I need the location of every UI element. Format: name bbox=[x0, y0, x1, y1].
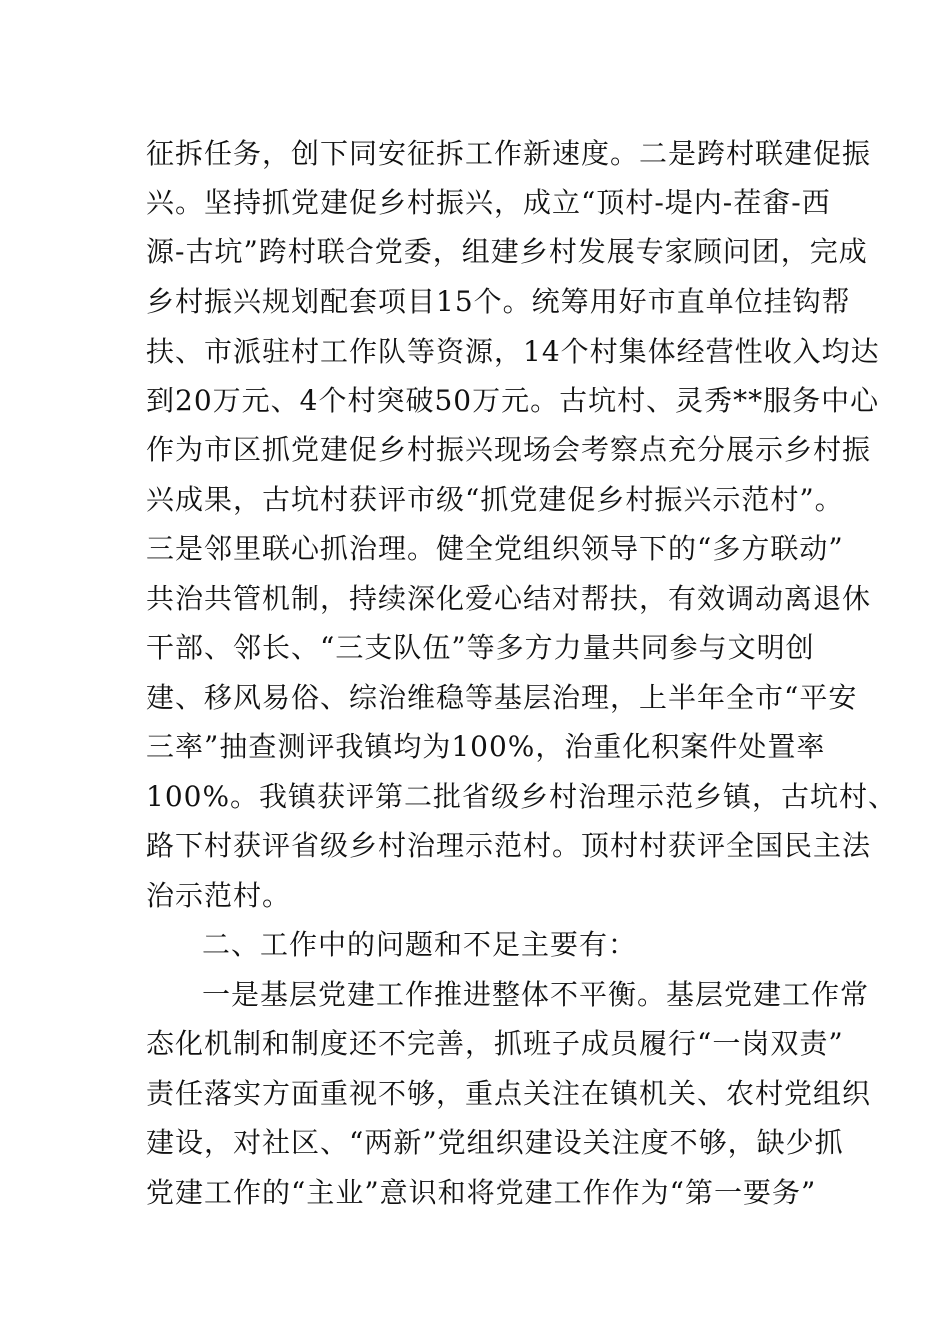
text-line-20: 责任落实方面重视不够，重点关注在镇机关、农村党组织 bbox=[146, 1077, 872, 1110]
section-heading: 二、工作中的问题和不足主要有： bbox=[202, 928, 638, 961]
text-line-22: 党建工作的“主业”意识和将党建工作作为“第一要务” bbox=[146, 1176, 817, 1209]
text-line-8: 兴成果，古坑村获评市级“抓党建促乡村振兴示范村”。 bbox=[146, 483, 844, 516]
text-line-16: 治示范村。 bbox=[146, 879, 292, 912]
text-line-7: 作为市区抓党建促乡村振兴现场会考察点充分展示乡村振 bbox=[146, 433, 872, 466]
text-line-19: 态化机制和制度还不完善，抓班子成员履行“一岗双责” bbox=[146, 1027, 844, 1060]
text-line-4: 乡村振兴规划配套项目15个。统筹用好市直单位挂钩帮 bbox=[146, 285, 851, 318]
text-line-10: 共治共管机制，持续深化爱心结对帮扶，有效调动离退休 bbox=[146, 582, 872, 615]
text-line-13: 三率”抽查测评我镇均为100%，治重化积案件处置率 bbox=[146, 730, 826, 763]
text-line-3: 源-古坑”跨村联合党委，组建乡村发展专家顾问团，完成 bbox=[146, 235, 868, 268]
text-line-14: 100%。我镇获评第二批省级乡村治理示范乡镇，古坑村、 bbox=[146, 780, 898, 813]
text-line-21: 建设，对社区、“两新”党组织建设关注度不够，缺少抓 bbox=[146, 1126, 844, 1159]
text-line-9: 三是邻里联心抓治理。健全党组织领导下的“多方联动” bbox=[146, 532, 844, 565]
text-line-1: 征拆任务，创下同安征拆工作新速度。二是跨村联建促振 bbox=[146, 137, 872, 170]
text-line-2: 兴。坚持抓党建促乡村振兴，成立“顶村-堤内-茬畬-西 bbox=[146, 186, 831, 219]
text-line-11: 干部、邻长、“三支队伍”等多方力量共同参与文明创 bbox=[146, 631, 815, 664]
text-line-15: 路下村获评省级乡村治理示范村。顶村村获评全国民主法 bbox=[146, 829, 872, 862]
text-line-12: 建、移风易俗、综治维稳等基层治理，上半年全市“平安 bbox=[146, 681, 858, 714]
text-line-6: 到20万元、4个村突破50万元。古坑村、灵秀**服务中心 bbox=[146, 384, 880, 417]
text-line-18: 一是基层党建工作推进整体不平衡。基层党建工作常 bbox=[202, 978, 870, 1011]
text-line-5: 扶、市派驻村工作队等资源，14个村集体经营性收入均达 bbox=[146, 335, 880, 368]
